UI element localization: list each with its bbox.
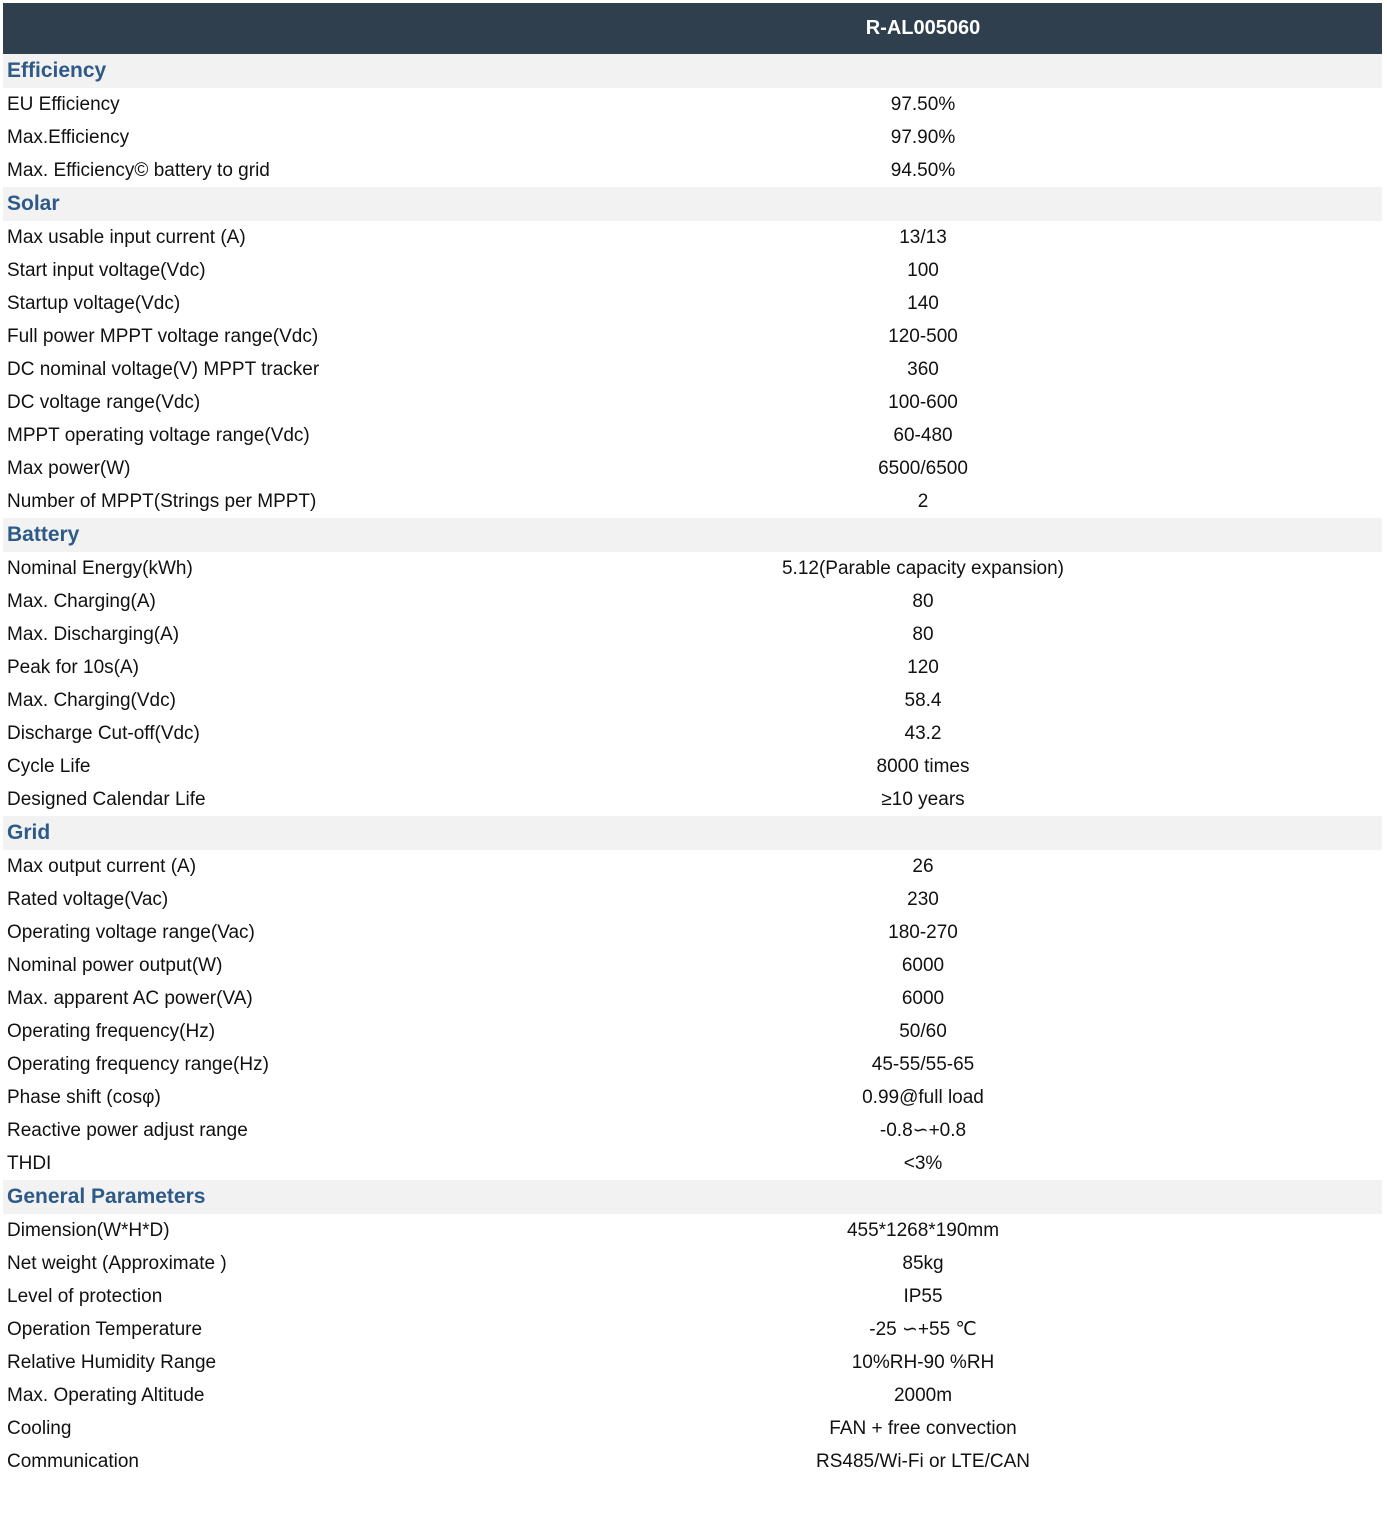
row-value: 0.99@full load xyxy=(862,1087,984,1108)
row-value: 43.2 xyxy=(904,723,942,744)
section-header-general-parameters xyxy=(3,1180,1382,1214)
table-row xyxy=(3,850,1382,883)
row-label: Cycle Life xyxy=(7,756,91,777)
table-row xyxy=(3,1147,1382,1180)
row-label: Max. Charging(Vdc) xyxy=(7,690,176,711)
row-value: 6000 xyxy=(901,988,945,1009)
row-label: Communication xyxy=(7,1451,139,1472)
row-label: EU Efficiency xyxy=(7,94,120,115)
row-label: DC nominal voltage(V) MPPT tracker xyxy=(7,359,320,380)
row-label: Operating frequency(Hz) xyxy=(7,1021,216,1042)
section-title: Battery xyxy=(7,523,80,546)
row-value: 230 xyxy=(907,889,939,910)
table-row xyxy=(3,320,1382,353)
row-label: Operation Temperature xyxy=(7,1319,203,1340)
row-label: Number of MPPT(Strings per MPPT) xyxy=(7,491,317,512)
row-label: Discharge Cut-off(Vdc) xyxy=(7,723,200,744)
row-value: 80 xyxy=(912,591,934,612)
row-value: 97.90% xyxy=(890,127,956,148)
table-row xyxy=(3,386,1382,419)
table-row xyxy=(3,585,1382,618)
row-label: Max. apparent AC power(VA) xyxy=(7,988,253,1009)
row-label: Level of protection xyxy=(7,1286,163,1307)
row-label: Max. Operating Altitude xyxy=(7,1385,205,1406)
section-title: Grid xyxy=(7,821,51,844)
table-row xyxy=(3,1445,1382,1478)
row-label: Max. Discharging(A) xyxy=(7,624,180,645)
row-value: 120-500 xyxy=(888,326,958,347)
section-title: Efficiency xyxy=(7,59,107,82)
table-row xyxy=(3,121,1382,154)
table-row xyxy=(3,783,1382,816)
row-value: 5.12(Parable capacity expansion) xyxy=(781,558,1065,579)
row-value: -0.8∽+0.8 xyxy=(879,1120,967,1141)
table-row xyxy=(3,1313,1382,1346)
table-row xyxy=(3,618,1382,651)
row-value: 50/60 xyxy=(899,1021,947,1042)
table-row xyxy=(3,154,1382,187)
row-value: 58.4 xyxy=(904,690,942,711)
spec-table xyxy=(3,3,1382,1478)
row-label: Full power MPPT voltage range(Vdc) xyxy=(7,326,319,347)
row-label: Designed Calendar Life xyxy=(7,789,206,810)
row-value: 85kg xyxy=(902,1253,944,1274)
table-row xyxy=(3,1412,1382,1445)
row-value: 80 xyxy=(912,624,934,645)
table-row xyxy=(3,1379,1382,1412)
row-value: 2000m xyxy=(893,1385,953,1406)
row-label: Relative Humidity Range xyxy=(7,1352,217,1373)
model-name: R-AL005060 xyxy=(865,17,981,39)
row-value: IP55 xyxy=(903,1286,943,1307)
row-label: Max output current (A) xyxy=(7,856,197,877)
row-label: Max. Charging(A) xyxy=(7,591,156,612)
row-value: 455*1268*190mm xyxy=(846,1220,1000,1241)
row-label: Operating voltage range(Vac) xyxy=(7,922,255,943)
table-row xyxy=(3,1048,1382,1081)
row-label: THDI xyxy=(7,1153,52,1174)
row-label: Operating frequency range(Hz) xyxy=(7,1054,269,1075)
table-row xyxy=(3,1015,1382,1048)
row-value: 120 xyxy=(907,657,939,678)
table-row xyxy=(3,221,1382,254)
row-label: Start input voltage(Vdc) xyxy=(7,260,206,281)
row-label: Reactive power adjust range xyxy=(7,1120,248,1141)
row-value: -25 ∽+55 ℃ xyxy=(869,1319,977,1340)
section-title: General Parameters xyxy=(7,1185,206,1208)
row-label: Nominal power output(W) xyxy=(7,955,223,976)
row-value: 360 xyxy=(907,359,939,380)
row-label: Max.Efficiency xyxy=(7,127,130,148)
row-value: 13/13 xyxy=(899,227,947,248)
row-value: 6500/6500 xyxy=(878,458,968,479)
row-value: 10%RH-90 %RH xyxy=(851,1352,995,1373)
section-header-grid xyxy=(3,816,1382,850)
row-label: Nominal Energy(kWh) xyxy=(7,558,193,579)
row-value: RS485/Wi-Fi or LTE/CAN xyxy=(816,1451,1030,1472)
row-value: 94.50% xyxy=(890,160,956,181)
row-label: MPPT operating voltage range(Vdc) xyxy=(7,425,310,446)
table-row xyxy=(3,1114,1382,1147)
table-row xyxy=(3,717,1382,750)
row-value: ≥10 years xyxy=(881,789,965,810)
table-row xyxy=(3,1247,1382,1280)
row-value: 60-480 xyxy=(893,425,953,446)
section-header-efficiency xyxy=(3,54,1382,88)
row-label: Max. Efficiency© battery to grid xyxy=(7,160,270,181)
table-row xyxy=(3,684,1382,717)
table-row xyxy=(3,254,1382,287)
table-row xyxy=(3,1214,1382,1247)
section-title: Solar xyxy=(7,192,60,215)
table-row xyxy=(3,552,1382,585)
row-label: Startup voltage(Vdc) xyxy=(7,293,181,314)
row-label: Max usable input current (A) xyxy=(7,227,246,248)
row-value: 45-55/55-65 xyxy=(871,1054,975,1075)
table-row xyxy=(3,419,1382,452)
row-value: 140 xyxy=(907,293,939,314)
table-row xyxy=(3,88,1382,121)
table-row xyxy=(3,750,1382,783)
row-value: FAN + free convection xyxy=(829,1418,1017,1439)
row-label: Peak for 10s(A) xyxy=(7,657,139,678)
row-value: 100 xyxy=(907,260,939,281)
row-value: 26 xyxy=(912,856,934,877)
section-header-solar xyxy=(3,187,1382,221)
row-value: <3% xyxy=(903,1153,943,1174)
table-row xyxy=(3,982,1382,1015)
row-label: Cooling xyxy=(7,1418,72,1439)
table-row xyxy=(3,353,1382,386)
row-label: Net weight (Approximate ) xyxy=(7,1253,227,1274)
row-label: Max power(W) xyxy=(7,458,131,479)
row-value: 6000 xyxy=(901,955,945,976)
table-row xyxy=(3,949,1382,982)
row-label: Rated voltage(Vac) xyxy=(7,889,169,910)
table-row xyxy=(3,1280,1382,1313)
row-label: Phase shift (cosφ) xyxy=(7,1087,161,1108)
row-label: DC voltage range(Vdc) xyxy=(7,392,201,413)
row-value: 97.50% xyxy=(890,94,956,115)
table-row xyxy=(3,883,1382,916)
row-value: 8000 times xyxy=(876,756,970,777)
row-label: Dimension(W*H*D) xyxy=(7,1220,170,1241)
table-header xyxy=(3,3,1382,54)
section-header-battery xyxy=(3,518,1382,552)
table-row xyxy=(3,485,1382,518)
table-row xyxy=(3,651,1382,684)
table-row xyxy=(3,287,1382,320)
table-row xyxy=(3,1081,1382,1114)
table-row xyxy=(3,452,1382,485)
table-row xyxy=(3,916,1382,949)
row-value: 2 xyxy=(917,491,929,512)
row-value: 100-600 xyxy=(888,392,958,413)
row-value: 180-270 xyxy=(888,922,958,943)
table-row xyxy=(3,1346,1382,1379)
